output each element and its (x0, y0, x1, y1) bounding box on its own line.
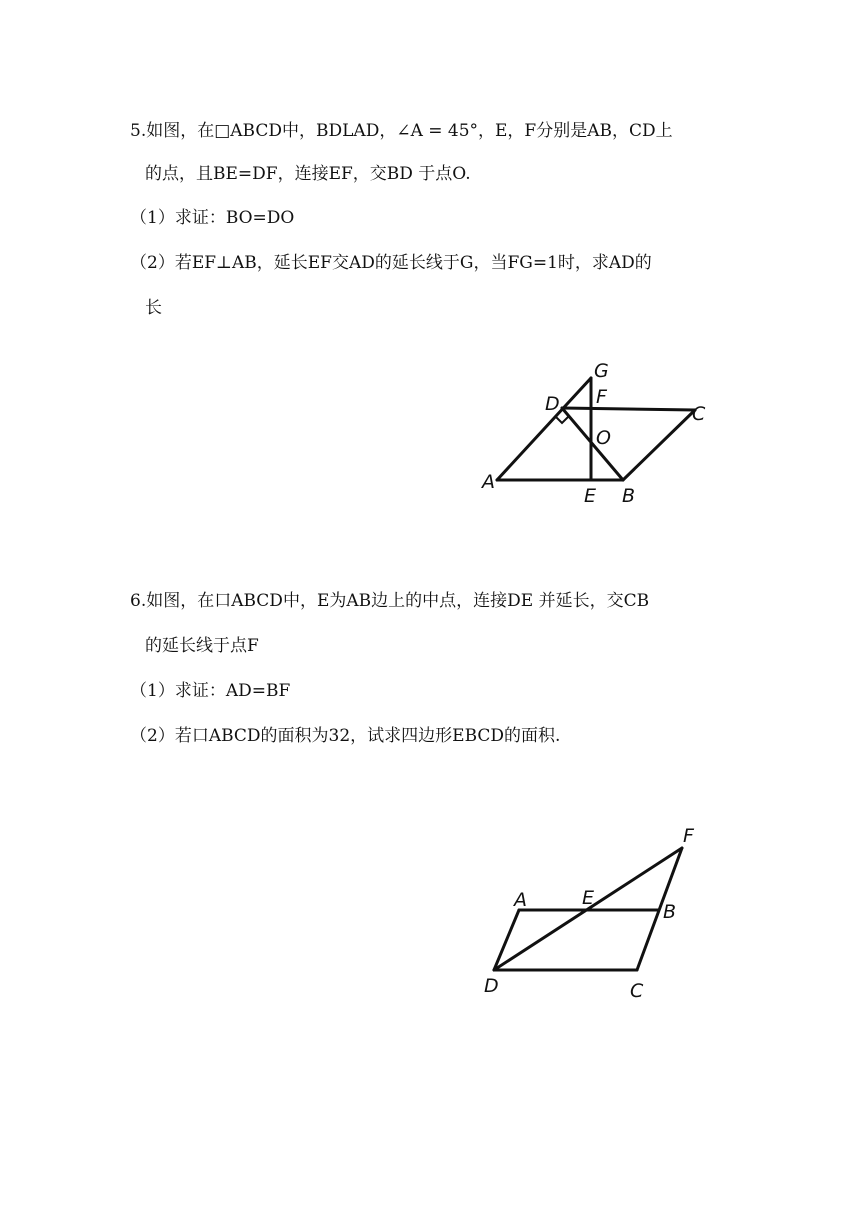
label-e: E (584, 485, 597, 507)
problem5-part-1: （1）求证：BO=DO (130, 208, 295, 228)
problem6-part-2: （2）若口ABCD的面积为32，试求四边形EBCD的面积. (130, 726, 561, 746)
problem5-part-2: （2）若EF⊥AB，延长EF交AD的延长线于G，当FG=1时，求AD的 (130, 253, 652, 273)
label-e: E (582, 887, 595, 909)
problem5-line-2: 的点，且BE=DF，连接EF，交BD 于点O. (145, 164, 471, 184)
problem6-part-1: （1）求证：AD=BF (130, 681, 291, 701)
problem6-figure-svg (470, 820, 710, 1010)
problem6-line-2: 的延长线于点F (145, 636, 259, 656)
label-f: F (683, 825, 694, 847)
label-d: D (484, 975, 499, 997)
label-o: O (596, 427, 611, 449)
segment-dc (562, 408, 695, 410)
label-g: G (594, 360, 609, 382)
segment-ag (497, 378, 591, 480)
problem6-figure (470, 820, 710, 1010)
label-c: C (692, 403, 706, 425)
label-b: B (663, 901, 677, 923)
label-f: F (596, 386, 607, 408)
problem6-line-1: 6.如图，在口ABCD中，E为AB边上的中点，连接DE 并延长，交CB (130, 591, 650, 611)
label-c: C (630, 980, 644, 1002)
label-a: A (482, 471, 495, 493)
problem5-line-1: 5.如图，在□ABCD中，BDLAD，∠A = 45°，E，F分别是AB，CD上 (130, 121, 673, 141)
problem5-figure (470, 350, 720, 520)
problem5-figure-svg (470, 350, 720, 520)
label-a: A (514, 889, 527, 911)
label-d: D (545, 393, 560, 415)
label-b: B (622, 485, 636, 507)
segment-bc (623, 410, 695, 480)
problem5-part-2-cont: 长 (145, 298, 162, 318)
right-angle-mark (555, 416, 569, 423)
